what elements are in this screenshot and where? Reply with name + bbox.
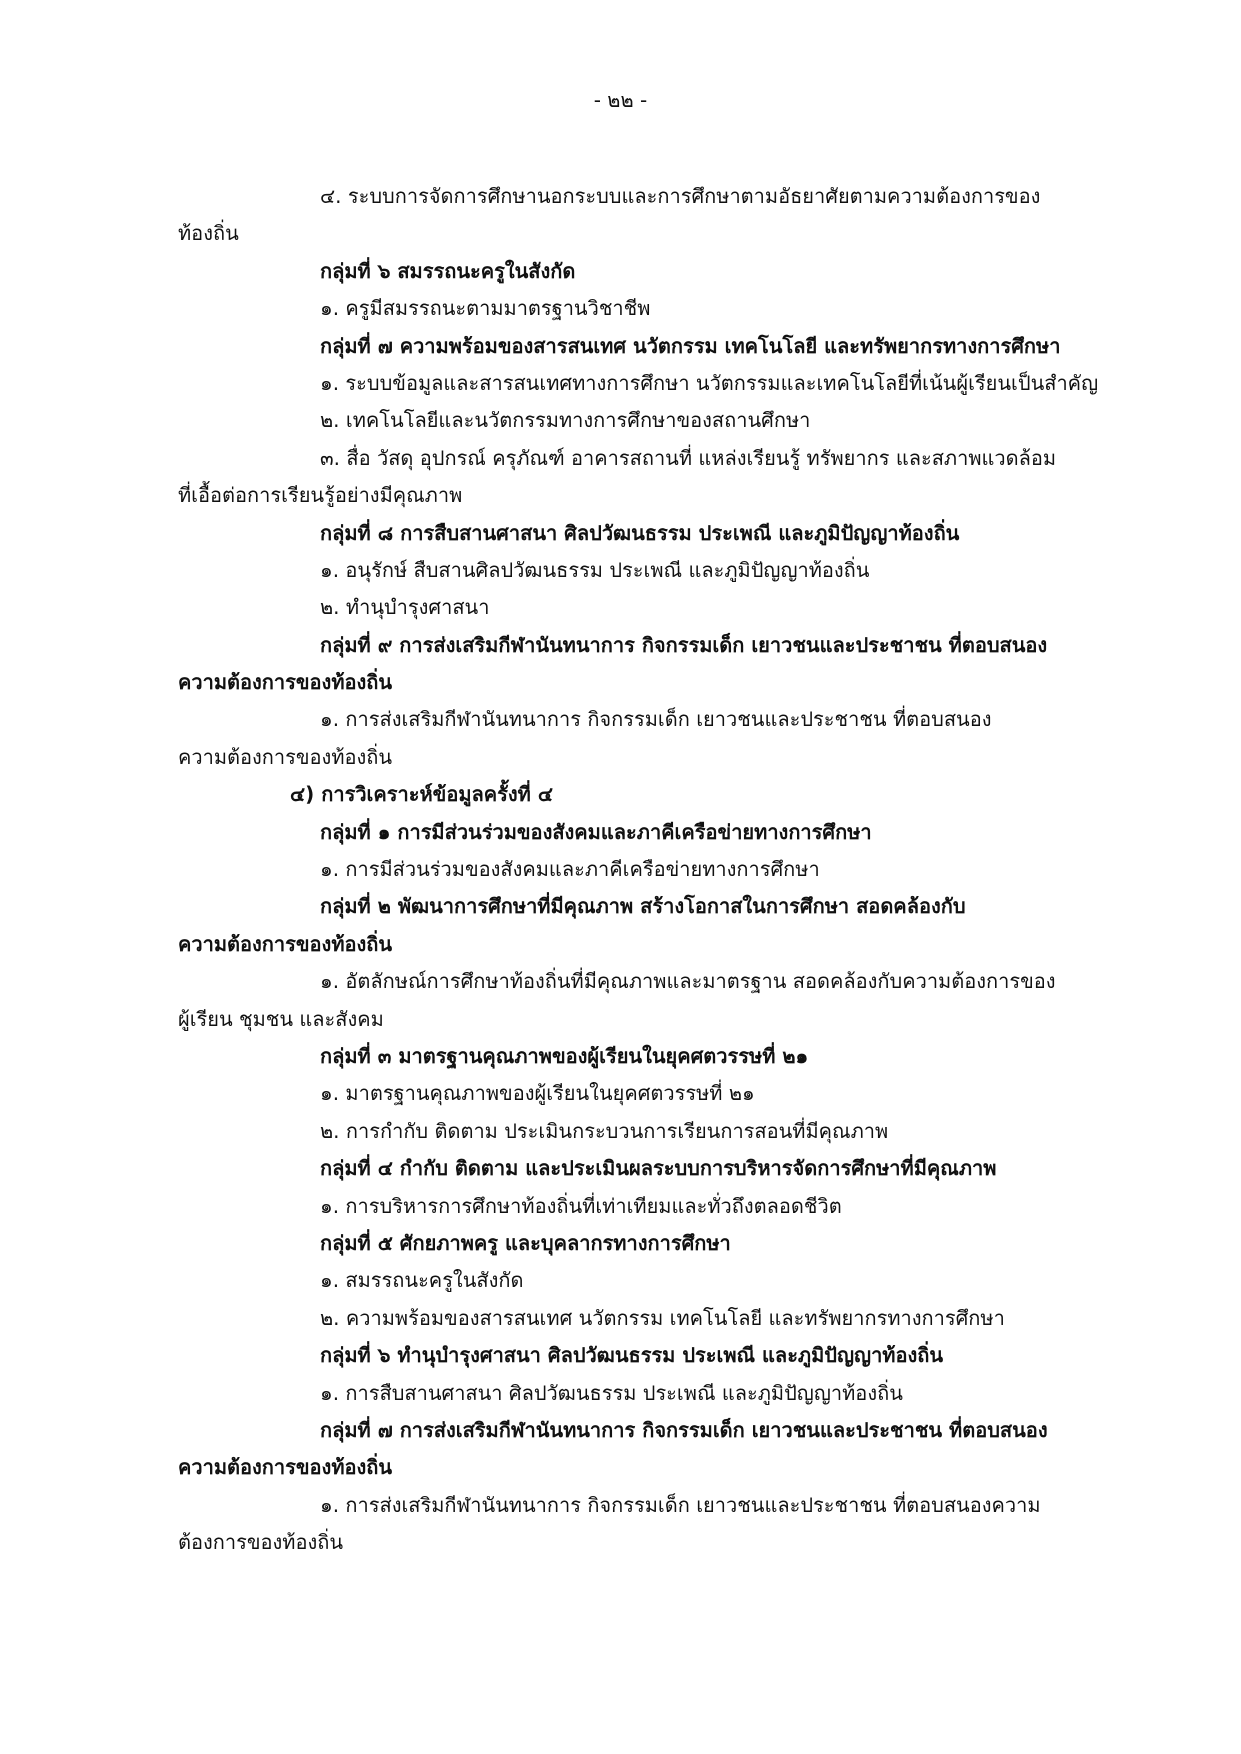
text-line: ผู้เรียน ชุมชน และสังคม	[178, 1006, 384, 1031]
heading-line: ความต้องการของท้องถิ่น	[178, 931, 393, 956]
heading-line: กลุ่มที่ ๑ การมีส่วนร่วมของสังคมและภาคีเครือข่ายทางการศึกษา	[320, 819, 872, 844]
heading-line: กลุ่มที่ ๗ การส่งเสริมกีฬานันทนาการ กิจกรรมเด็ก เยาวชนและประชาชน ที่ตอบสนอง	[320, 1417, 1048, 1442]
heading-line: กลุ่มที่ ๓ มาตรฐานคุณภาพของผู้เรียนในยุคศตวรรษที่ ๒๑	[320, 1043, 809, 1068]
text-line: ๔. ระบบการจัดการศึกษานอกระบบและการศึกษาตามอัธยาศัยตามความต้องการของ	[320, 184, 1041, 208]
heading-line: ๔) การวิเคราะห์ข้อมูลครั้งที่ ๔	[290, 782, 553, 807]
text-line: ๒. ทำนุบำรุงศาสนา	[320, 595, 490, 620]
heading-line: กลุ่มที่ ๙ การส่งเสริมกีฬานันทนาการ กิจกรรมเด็ก เยาวชนและประชาชน ที่ตอบสนอง	[320, 632, 1048, 657]
heading-line: กลุ่มที่ ๖ สมรรถนะครูในสังกัด	[320, 258, 576, 283]
text-line: ๑. อัตลักษณ์การศึกษาท้องถิ่นที่มีคุณภาพและมาตรฐาน สอดคล้องกับความต้องการของ	[320, 969, 1056, 994]
text-line: ๑. การสืบสานศาสนา ศิลปวัฒนธรรม ประเพณี และภูมิปัญญาท้องถิ่น	[320, 1380, 903, 1405]
heading-line: กลุ่มที่ ๕ ศักยภาพครู และบุคลากรทางการศึกษา	[320, 1230, 731, 1255]
text-line: ๓. สื่อ วัสดุ อุปกรณ์ ครุภัณฑ์ อาคารสถานที่ แหล่งเรียนรู้ ทรัพยากร และสภาพแวดล้อม	[320, 445, 1057, 470]
text-line: ที่เอื้อต่อการเรียนรู้อย่างมีคุณภาพ	[178, 483, 463, 508]
heading-line: ความต้องการของท้องถิ่น	[178, 670, 393, 695]
text-line: ๑. มาตรฐานคุณภาพของผู้เรียนในยุคศตวรรษที่ ๒๑	[320, 1081, 755, 1106]
text-line: ๒. ความพร้อมของสารสนเทศ นวัตกรรม เทคโนโลยี และทรัพยากรทางการศึกษา	[320, 1305, 1005, 1330]
heading-line: กลุ่มที่ ๗ ความพร้อมของสารสนเทศ นวัตกรรม เทคโนโลยี และทรัพยากรทางการศึกษา	[320, 333, 1061, 358]
text-line: ๒. การกำกับ ติดตาม ประเมินกระบวนการเรียนการสอนที่มีคุณภาพ	[320, 1118, 889, 1143]
text-line: ต้องการของท้องถิ่น	[178, 1530, 344, 1555]
text-line: ๑. การส่งเสริมกีฬานันทนาการ กิจกรรมเด็ก เยาวชนและประชาชน ที่ตอบสนองความ	[320, 1492, 1041, 1517]
heading-line: กลุ่มที่ ๒ พัฒนาการศึกษาที่มีคุณภาพ สร้างโอกาสในการศึกษา สอดคล้องกับ	[320, 894, 966, 919]
text-line: ๑. การบริหารการศึกษาท้องถิ่นที่เท่าเทียมและทั่วถึงตลอดชีวิต	[320, 1193, 842, 1218]
text-line: ความต้องการของท้องถิ่น	[178, 744, 393, 769]
heading-line: กลุ่มที่ ๔ กำกับ ติดตาม และประเมินผลระบบการบริหารจัดการศึกษาที่มีคุณภาพ	[320, 1156, 997, 1181]
heading-line: กลุ่มที่ ๖ ทำนุบำรุงศาสนา ศิลปวัฒนธรรม ประเพณี และภูมิปัญญาท้องถิ่น	[320, 1343, 944, 1368]
text-line: ๒. เทคโนโลยีและนวัตกรรมทางการศึกษาของสถานศึกษา	[320, 408, 811, 433]
page-number: - ๒๒ -	[593, 88, 648, 112]
text-line: ท้องถิ่น	[178, 221, 239, 246]
text-line: ๑. ระบบข้อมูลและสารสนเทศทางการศึกษา นวัตกรรมและเทคโนโลยีที่เน้นผู้เรียนเป็นสำคัญ	[320, 370, 1099, 395]
heading-line: ความต้องการของท้องถิ่น	[178, 1455, 393, 1480]
text-line: ๑. สมรรถนะครูในสังกัด	[320, 1268, 524, 1293]
text-line: ๑. อนุรักษ์ สืบสานศิลปวัฒนธรรม ประเพณี และภูมิปัญญาท้องถิ่น	[320, 557, 870, 582]
text-line: ๑. การมีส่วนร่วมของสังคมและภาคีเครือข่ายทางการศึกษา	[320, 857, 820, 882]
heading-line: กลุ่มที่ ๘ การสืบสานศาสนา ศิลปวัฒนธรรม ประเพณี และภูมิปัญญาท้องถิ่น	[320, 520, 960, 545]
document-body	[178, 178, 1118, 1561]
text-line: ๑. การส่งเสริมกีฬานันทนาการ กิจกรรมเด็ก เยาวชนและประชาชน ที่ตอบสนอง	[320, 707, 992, 732]
text-line: ๑. ครูมีสมรรถนะตามมาตรฐานวิชาชีพ	[320, 296, 651, 321]
